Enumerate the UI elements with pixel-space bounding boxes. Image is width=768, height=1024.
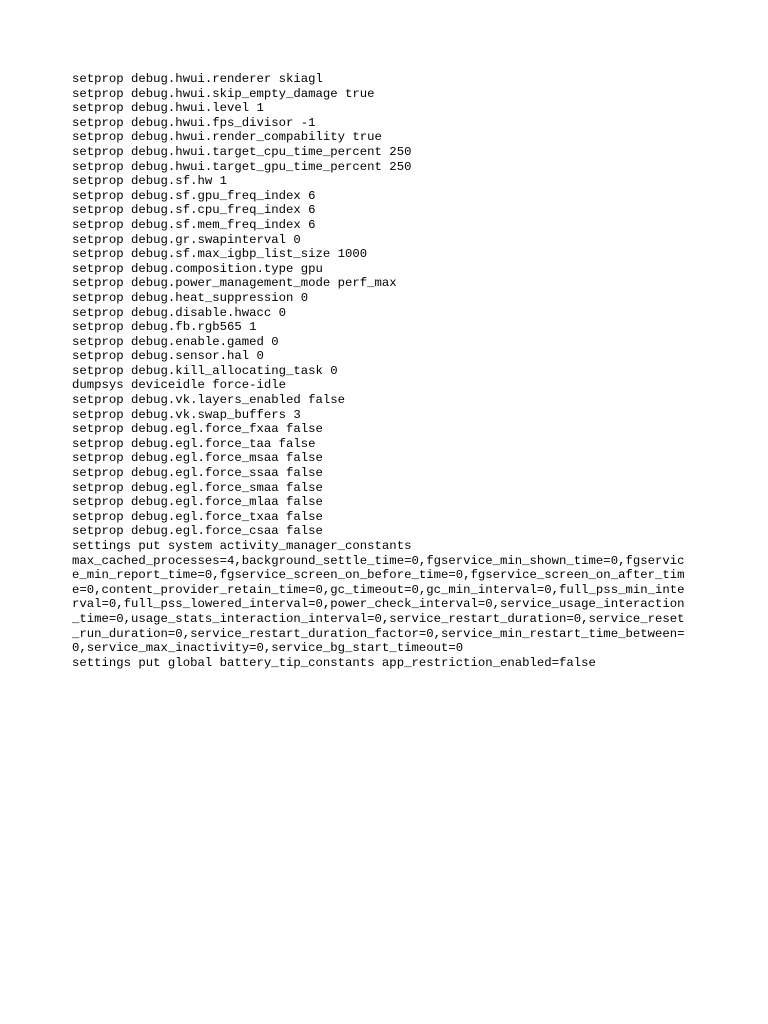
- text-line: _run_duration=0,service_restart_duration_factor=0,service_min_restart_time_between=: [72, 626, 685, 641]
- text-line: setprop debug.hwui.renderer skiagl: [72, 72, 323, 86]
- text-line: setprop debug.egl.force_csaa false: [72, 524, 323, 539]
- text-line: dumpsys deviceidle force-idle: [72, 378, 287, 393]
- text-line: setprop debug.power_management_mode perf_max: [72, 276, 397, 291]
- text-line: setprop debug.hwui.target_gpu_time_percent 250: [72, 159, 412, 174]
- text-line: setprop debug.egl.force_txaa false: [72, 509, 323, 524]
- text-line: setprop debug.vk.swap_buffers 3: [72, 407, 301, 422]
- text-line: settings put system activity_manager_constants: [72, 539, 412, 553]
- text-line: 0,service_max_inactivity=0,service_bg_start_timeout=0: [72, 641, 464, 656]
- text-line: setprop debug.egl.force_smaa false: [72, 480, 323, 495]
- text-line: setprop debug.hwui.skip_empty_damage true: [72, 86, 375, 101]
- text-line: setprop debug.sf.gpu_freq_index 6: [72, 188, 316, 203]
- text-line: setprop debug.hwui.target_cpu_time_percent 250: [72, 144, 412, 159]
- text-line: setprop debug.egl.force_ssaa false: [72, 466, 323, 481]
- text-line: setprop debug.disable.hwacc 0: [72, 305, 287, 320]
- text-line: setprop debug.composition.type gpu: [72, 261, 323, 276]
- text-line: setprop debug.egl.force_taa false: [72, 436, 316, 451]
- text-line: _time=0,usage_stats_interaction_interval=0,service_restart_duration=0,service_reset: [72, 611, 685, 626]
- text-line: setprop debug.sf.hw 1: [72, 174, 227, 189]
- text-line: e=0,content_provider_retain_time=0,gc_timeout=0,gc_min_interval=0,full_pss_min_inte: [72, 582, 685, 597]
- text-line: rval=0,full_pss_lowered_interval=0,power_check_interval=0,service_usage_interaction: [72, 597, 685, 612]
- text-line: setprop debug.sensor.hal 0: [72, 349, 264, 364]
- text-line: setprop debug.enable.gamed 0: [72, 334, 279, 349]
- text-line: setprop debug.kill_allocating_task 0: [72, 363, 338, 378]
- document-page: [72, 72, 700, 670]
- text-line: max_cached_processes=4,background_settle_time=0,fgservice_min_shown_time=0,fgservic: [72, 553, 685, 568]
- text-line: setprop debug.egl.force_fxaa false: [72, 422, 323, 437]
- text-line: setprop debug.sf.max_igbp_list_size 1000: [72, 247, 368, 262]
- text-line: setprop debug.hwui.level 1: [72, 101, 264, 116]
- text-line: setprop debug.egl.force_mlaa false: [72, 495, 323, 510]
- text-line: setprop debug.fb.rgb565 1: [72, 320, 257, 335]
- text-line: setprop debug.heat_suppression 0: [72, 290, 309, 305]
- text-line: setprop debug.egl.force_msaa false: [72, 451, 323, 466]
- text-line: e_min_report_time=0,fgservice_screen_on_before_time=0,fgservice_screen_on_after_tim: [72, 568, 685, 583]
- text-line: setprop debug.vk.layers_enabled false: [72, 393, 346, 408]
- text-line: setprop debug.hwui.render_compability true: [72, 130, 382, 145]
- text-line: setprop debug.hwui.fps_divisor -1: [72, 115, 316, 130]
- text-line: settings put global battery_tip_constants app_restriction_enabled=false: [72, 655, 596, 670]
- text-line: setprop debug.sf.mem_freq_index 6: [72, 217, 316, 232]
- text-line: setprop debug.gr.swapinterval 0: [72, 232, 301, 247]
- text-line: setprop debug.sf.cpu_freq_index 6: [72, 203, 316, 218]
